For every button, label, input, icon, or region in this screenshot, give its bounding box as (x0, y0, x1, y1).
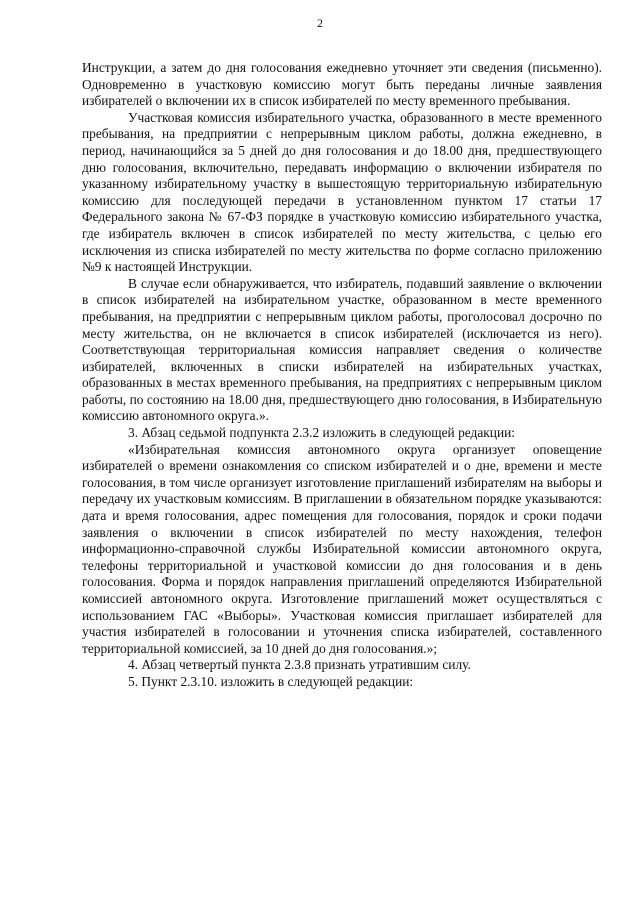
document-body (82, 60, 602, 691)
amendment-item-3: 3. Абзац седьмой подпункта 2.3.2 изложить в следующей редакции: (128, 425, 516, 441)
amendment-item-4: 4. Абзац четвертый пункта 2.3.8 признать утратившим силу. (128, 657, 471, 673)
paragraph-uchastkovaya-komissiya: Участковая комиссия избирательного участка, образованного в месте временного пребывания, на предприятии с непрерывным циклом работы, должна ежедневно, в период, начинающийся за 5 дней до дня голосования и до 18.00 дня, предшествующего дню голосования, включительно, передавать информацию о включении избирателя по указанному избирательному участку в вышестоящую территориальную избирательную комиссию для последующей передачи в установленном пунктом 17 статьи 17 Федерального закона № 67-ФЗ порядке в участковую комиссию избирательного участка, где избиратель включен в список избирателей по месту жительства, с целью его исключения из списка избирателей по месту жительства по форме согласно приложению №9 к настоящей Инструкции. (82, 109, 602, 275)
paragraph-v-sluchae: В случае если обнаруживается, что избиратель, подавший заявление о включении в список избирателей на избирательном участке, образованном в месте временного пребывания, на предприятии с непрерывным циклом работы, проголосовал досрочно по месту жительства, он не включается в список избирателей (исключается из него). Соответствующая территориальная комиссия направляет сведения о количестве избирателей, включенных в списки избирателей на избирательных участках, образованных в местах временного пребывания, на предприятиях с непрерывным циклом работы, по состоянию на 18.00 дня, предшествующего дню голосования, в Избирательную комиссию автономного округа.». (82, 275, 602, 424)
page-number: 2 (317, 16, 323, 30)
amendment-item-5: 5. Пункт 2.3.10. изложить в следующей редакции: (128, 673, 414, 689)
paragraph-izbiratelnaya-komissiya: «Избирательная комиссия автономного округа организует оповещение избирателей о времени ознакомления со списком избирателей и о дне, времени и месте голосования, в том числе организует изготовление приглашений избирателям на выборы и передачу их участковым комиссиям. В приглашении в обязательном порядке указываются: дата и время голосования, адрес помещения для голосования, порядок и сроки подачи заявления о включении в список избирателей по месту нахождения, телефон информационно-справочной службы Избирательной комиссии автономного округа, телефоны территориальной и участковой комиссии до дня голосования и в день голосования. Форма и порядок направления приглашений определяются Избирательной комиссией автономного округа. Изготовление приглашений может осуществляться с использованием ГАС «Выборы». Участковая комиссия приглашает избирателей для участия избирателей в голосовании и уточнения списка избирателей, составленного территориальной комиссией, за 10 дней до дня голосования.»; (82, 441, 602, 656)
paragraph-continuation: Инструкции, а затем до дня голосования ежедневно уточняет эти сведения (письменно). Одновременно в участковую комиссию могут быть переданы личные заявления избирателей о включении их в список избирателей по месту временного пребывания. (82, 60, 602, 109)
